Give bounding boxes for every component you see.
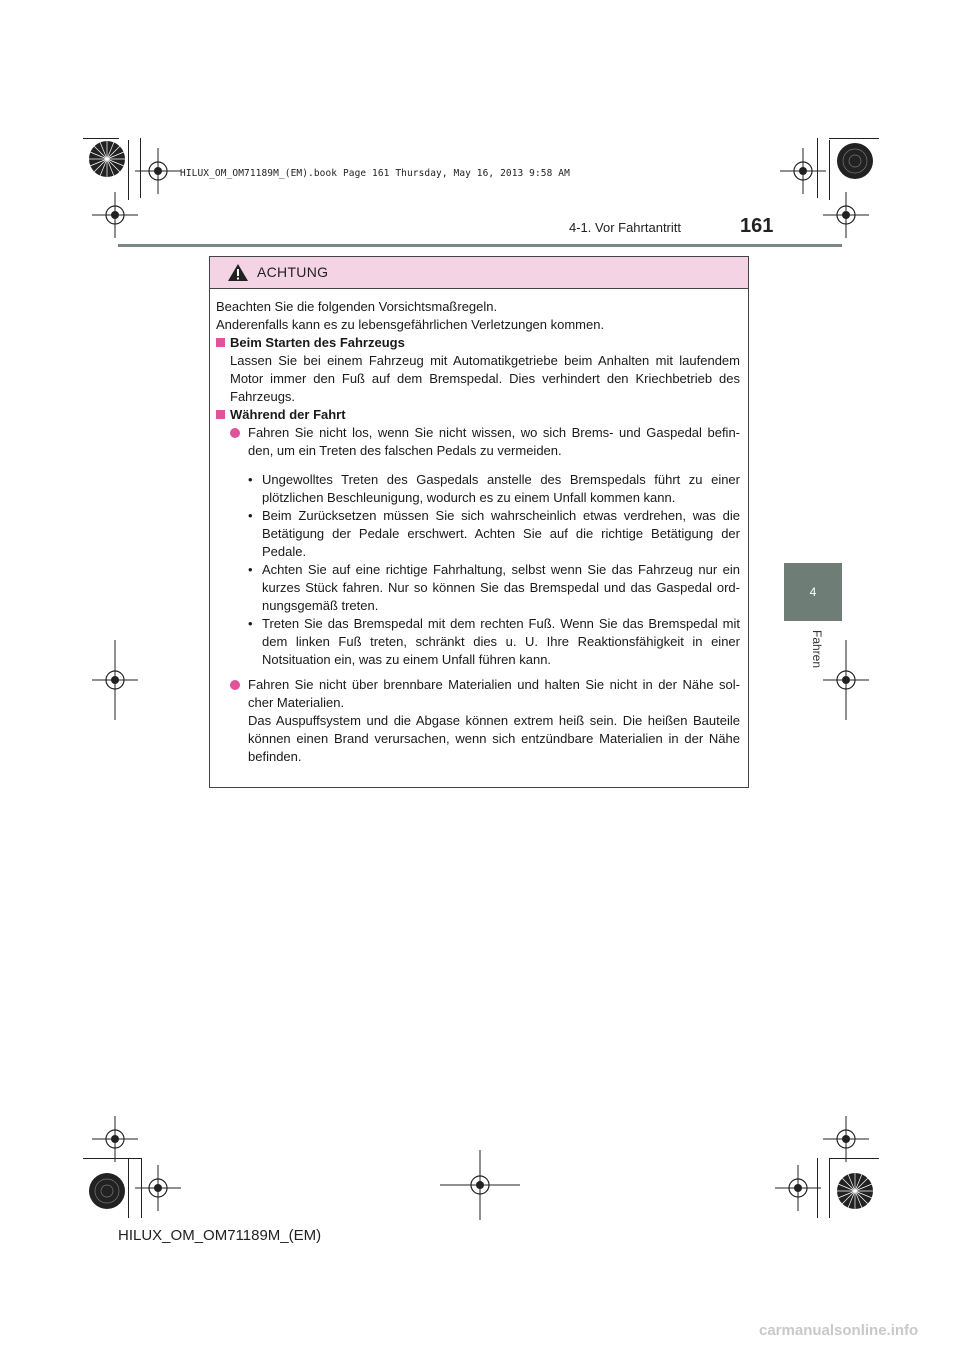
- warning-body: [210, 289, 748, 766]
- crosshair-icon: [823, 1116, 869, 1162]
- warning-header: [210, 257, 748, 289]
- warning-triangle-icon: [227, 263, 249, 282]
- crosshair-icon: [135, 148, 181, 194]
- dot-marker-icon: •: [248, 616, 253, 631]
- crosshair-icon: [823, 640, 869, 720]
- watermark: carmanualsonline.info: [759, 1322, 919, 1339]
- intro-line: Anderenfalls kann es zu lebensgefährlichen Verletzungen kommen.: [216, 317, 605, 332]
- intro-line: Beachten Sie die folgenden Vorsichtsmaßregeln.: [216, 299, 498, 314]
- document-code: HILUX_OM_OM71189M_(EM): [118, 1227, 322, 1244]
- dot-marker-icon: •: [248, 472, 253, 487]
- crosshair-icon: [135, 1165, 181, 1211]
- sub-list-item: • Ungewolltes Treten des Gaspedals anstelle des Bremspedals führt zu einer plötzlichen Beschleunigung, wodurch es zu einem Unfall kommen kann.: [248, 472, 740, 505]
- list-item-continuation: Das Auspuffsystem und die Abgase können extrem heiß sein. Die heißen Bauteile können einen Brand verursachen, wenn sich entzündbare Materialien in der Nähe befinden.: [248, 713, 740, 764]
- section-title: 4-1. Vor Fahrtantritt: [569, 220, 681, 235]
- section-text: Lassen Sie bei einem Fahrzeug mit Automatikgetriebe beim Anhalten mit laufendem Motor immer den Fuß auf dem Bremspedal. Dies verhindert den Kriechbetrieb des Fahrzeugs.: [230, 353, 740, 404]
- square-bullet-icon: [216, 410, 225, 419]
- round-bullet-icon: [230, 680, 240, 690]
- list-item: Fahren Sie nicht über brennbare Materialien und halten Sie nicht in der Nähe sol-cher Materialien.: [216, 676, 740, 712]
- starburst-icon: [836, 142, 874, 180]
- dot-marker-icon: •: [248, 562, 253, 577]
- crosshair-icon: [92, 1116, 138, 1162]
- round-bullet-icon: [230, 428, 240, 438]
- crosshair-icon: [440, 1150, 520, 1220]
- chapter-tab: 4: [784, 563, 842, 621]
- sub-list: [216, 471, 740, 669]
- page-number: 161: [740, 215, 774, 237]
- sub-list-item: • Treten Sie das Bremspedal mit dem rechten Fuß. Wenn Sie das Bremspedal mit dem linken Fuß treten, schränkt dies u. U. Ihre Reaktionsfähigkeit in einer Notsituation ein, was zu einem Unfall führen kann.: [248, 616, 740, 667]
- starburst-icon: [88, 1172, 126, 1210]
- crosshair-icon: [780, 148, 826, 194]
- crosshair-icon: [775, 1165, 821, 1211]
- sub-list-item: • Achten Sie auf eine richtige Fahrhaltung, selbst wenn Sie das Fahrzeug nur ein kurzes Stück fahren. Nur so können Sie das Bremspedal und das Gaspedal ord-nungsgemäß treten.: [248, 562, 740, 613]
- crosshair-icon: [92, 640, 138, 720]
- header-rule: [118, 244, 842, 247]
- sub-list-item: • Beim Zurücksetzen müssen Sie sich wahrscheinlich etwas verdrehen, was die Betätigung der Pedale erschwert. Achten Sie auf die richtige Betätigung der Pedale.: [248, 508, 740, 559]
- section-heading: Beim Starten des Fahrzeugs: [216, 334, 740, 352]
- crosshair-icon: [823, 192, 869, 238]
- warning-box: [209, 256, 749, 788]
- square-bullet-icon: [216, 338, 225, 347]
- book-stamp: HILUX_OM_OM71189M_(EM).book Page 161 Thursday, May 16, 2013 9:58 AM: [180, 168, 570, 179]
- list-item: Fahren Sie nicht los, wenn Sie nicht wissen, wo sich Brems- und Gaspedal befin-den, um ein Treten des falschen Pedals zu vermeiden.: [216, 424, 740, 460]
- chapter-label: Fahren: [810, 630, 824, 669]
- crosshair-icon: [92, 192, 138, 238]
- section-heading: Während der Fahrt: [216, 406, 740, 424]
- starburst-icon: [88, 140, 126, 178]
- starburst-icon: [836, 1172, 874, 1210]
- warning-title: ACHTUNG: [257, 264, 329, 280]
- dot-marker-icon: •: [248, 508, 253, 523]
